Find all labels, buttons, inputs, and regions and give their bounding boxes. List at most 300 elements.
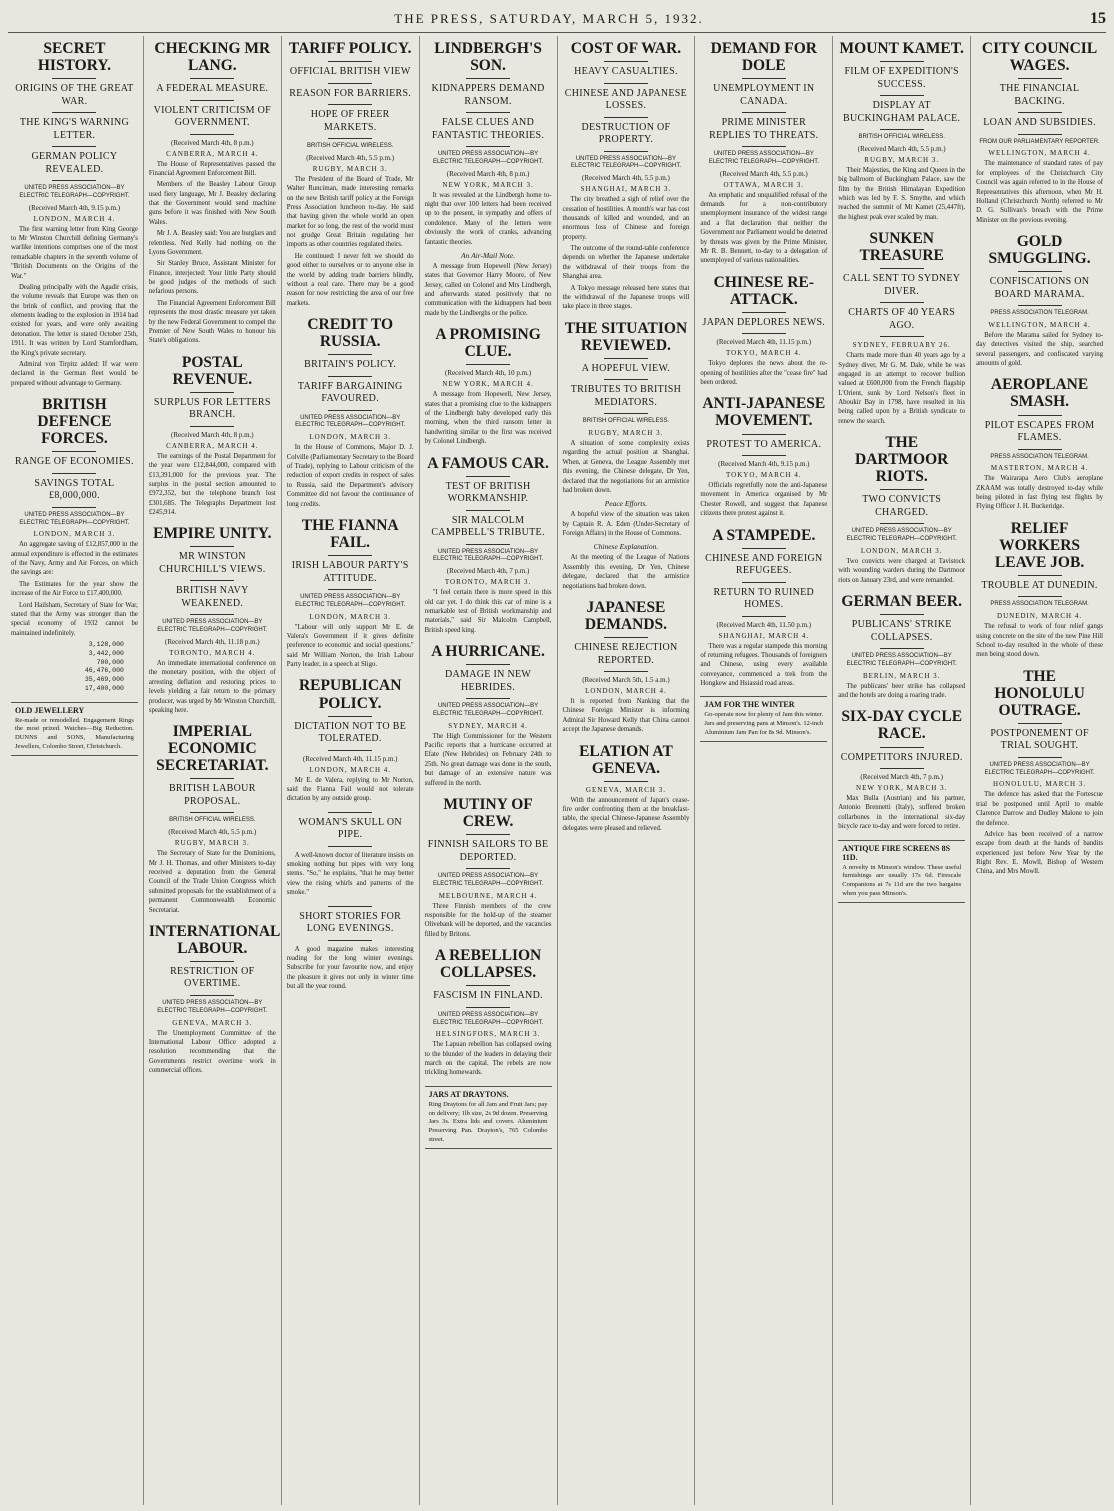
dateline: (Received March 4th, 5.5 p.m.)	[857, 144, 946, 153]
wire-credit: PRESS ASSOCIATION TELEGRAM.	[990, 601, 1089, 608]
wire-credit: UNITED PRESS ASSOCIATION—BY ELECTRIC TELEGRAPH—COPYRIGHT.	[708, 151, 819, 165]
deck: DESTRUCTION OF PROPERTY.	[581, 121, 671, 146]
headline: POSTAL REVENUE.	[172, 353, 253, 388]
rule	[604, 781, 648, 782]
rule	[880, 768, 924, 769]
rule	[190, 812, 234, 813]
headline: GOLD SMUGGLING.	[988, 233, 1091, 268]
headline: SECRET HISTORY.	[37, 40, 111, 75]
place-line: TOKYO, MARCH 4.	[726, 349, 802, 358]
headline: COST OF WAR.	[570, 40, 682, 57]
paragraph: Admiral von Tirpitz added: If war were declared in the German fleet would be prepared without advantage to Germany.	[11, 360, 138, 387]
subheading: Peace Efforts.	[604, 499, 648, 509]
dateline: (Received March 4th, 9.15 p.m.)	[28, 203, 121, 212]
paragraph: Tokyo deplores the news about the re-opening of hostilities after the "cease fire" had been ordered.	[700, 360, 828, 387]
deck: REASON FOR BARRIERS.	[289, 87, 412, 99]
dateline: (Received March 4th, 9.15 p.m.)	[718, 460, 810, 468]
rule	[52, 473, 96, 474]
deck: BRITISH NAVY WEAKENED.	[176, 585, 249, 609]
rule	[466, 112, 510, 113]
rule	[880, 336, 924, 337]
wire-credit: UNITED PRESS ASSOCIATION—BY ELECTRIC TELEGRAPH—COPYRIGHT.	[984, 761, 1095, 776]
deck: CONFISCATIONS ON BOARD MARAMA.	[989, 276, 1090, 300]
paragraph: The Financial Agreement Enforcement Bill represents the most drastic measure yet taken by the new Federal Government to compel the Premier of New South Wales to honour his State's obligations.	[148, 299, 276, 345]
article	[563, 599, 690, 735]
headline: A PROMISING CLUE.	[435, 326, 541, 361]
wire-credit: UNITED PRESS ASSOCIATION—BY ELECTRIC TELEGRAPH—COPYRIGHT.	[432, 1011, 544, 1026]
rule	[190, 995, 234, 996]
article	[700, 527, 827, 689]
paragraph: The earnings of the Postal Department for the year were £12,844,000, compared with £13,391,000 for the previous year. The surplus in the postal section amounted to £972,352, but the telephone branch lost £301,685. The Telegraphs Department lost £245,914.	[148, 452, 276, 517]
rule	[604, 83, 648, 84]
paragraph: Lord Hailsham, Secretary of State for War, stated that the Army was stronger than the special economy of 1932 cannot be maintained indefinitely.	[11, 601, 138, 637]
headline: CREDIT TO RUSSIA.	[307, 316, 394, 351]
dateline: (Received March 4th, 7 p.m.)	[860, 773, 943, 782]
deck: TEST OF BRITISH WORKMANSHIP.	[445, 480, 531, 505]
rule	[466, 476, 510, 477]
article	[700, 395, 827, 518]
deck: RANGE OF ECONOMIES.	[15, 456, 134, 468]
deck: PRIME MINISTER REPLIES TO THREATS.	[709, 117, 819, 141]
place-line: BERLIN, MARCH 3.	[862, 671, 941, 680]
dateline: (Received March 4th, 5.5 p.m.)	[582, 174, 670, 183]
rule	[52, 146, 96, 147]
place-line: GENEVA, MARCH 3.	[172, 1018, 253, 1027]
wire-credit: UNITED PRESS ASSOCIATION—BY ELECTRIC TELEGRAPH—COPYRIGHT.	[19, 511, 130, 526]
deck: DAMAGE IN NEW HEBRIDES.	[445, 669, 532, 693]
rule	[880, 614, 924, 615]
dateline: (Received March 4th, 5.5 p.m.)	[168, 828, 257, 837]
paragraph: Three Finnish members of the crew responsible for the hold-up of the steamer Olivebank will be deported, and the vacancies filled by Britons.	[424, 902, 552, 938]
wire-credit: UNITED PRESS ASSOCIATION—BY ELECTRIC TELEGRAPH—COPYRIGHT.	[846, 528, 957, 543]
paragraph: The first warning letter from King George to Mr Winston Churchill defining Germany's warlike intentions comprises one of the most remarkable chapters in the seventh volume of "British Documents on the Origins of the War."	[11, 225, 138, 280]
article	[287, 316, 414, 509]
article	[287, 906, 414, 992]
place-line: HELSINGFORS, MARCH 3.	[435, 1030, 541, 1039]
article	[287, 677, 414, 803]
article	[148, 922, 281, 1076]
rule	[1018, 575, 1062, 576]
rule	[466, 664, 510, 665]
advertisement	[11, 702, 138, 756]
deck: MR WINSTON CHURCHILL'S VIEWS.	[159, 551, 266, 575]
dateline: (Received March 4th, 10 p.m.)	[445, 369, 532, 378]
paragraph: "Labour will only support Mr E. de Valera's Government if it gives definite preference to economic and social questions," said Mr William Norton, the Irish Labour Party leader, in a speech at Sligo.	[286, 623, 414, 669]
paragraph: Mr E. de Valera, replying to Mr Norton, said the Fianna Fail would not tolerate dictation by any outside group.	[286, 776, 414, 803]
place-line: LONDON, MARCH 3.	[309, 612, 392, 621]
place-line: SHANGHAI, MARCH 4.	[718, 631, 810, 640]
deck: A HOPEFUL VIEW.	[581, 362, 671, 374]
rule	[742, 616, 786, 617]
article	[976, 668, 1103, 877]
deck: UNEMPLOYMENT IN CANADA.	[713, 83, 815, 107]
wire-credit: UNITED PRESS ASSOCIATION—BY ELECTRIC TELEGRAPH—COPYRIGHT.	[432, 548, 544, 563]
dateline: (Received March 4th, 5.5 p.m.)	[719, 169, 808, 178]
headline: DEMAND FOR DOLE	[710, 40, 817, 75]
place-line: MASTERTON, MARCH 4.	[990, 464, 1089, 473]
headline: CITY COUNCIL WAGES.	[981, 40, 1098, 75]
headline: THE HONOLULU OUTRAGE.	[994, 667, 1085, 719]
place-line: RUGBY, MARCH 3.	[864, 155, 940, 164]
dateline: (Received March 4th, 11.15 p.m.)	[302, 754, 398, 763]
place-line: LONDON, MARCH 4.	[33, 214, 116, 223]
place-line: NEW YORK, MARCH 3.	[856, 784, 948, 793]
rule	[328, 61, 372, 62]
deck: LOAN AND SUBSIDIES.	[983, 117, 1096, 129]
paragraph: "I feel certain there is more speed in this old car yet. I do think this car of mine is a remarkable test of British workmanship and materials," said Sir Malcolm Campbell, British speed king.	[424, 589, 552, 634]
rule	[466, 510, 510, 511]
article	[287, 517, 414, 670]
wire-credit: UNITED PRESS ASSOCIATION—BY ELECTRIC TELEGRAPH—COPYRIGHT.	[295, 414, 406, 429]
headline: TARIFF POLICY.	[288, 40, 412, 57]
paragraph: A situation of some complexity exists regarding the actual position at Shanghai. When, at Geneva, the League Assembly met this evening, the Chinese delegate, Dr Yen, declared that the negotiations for an armistice had broken down.	[562, 440, 690, 494]
ad-text: Re-made or remodelled. Engagement Rings the most prized. Watches—Big Reduction. DUNNS and SONS, Manufacturing Jewellers, Colombo Street, Christchurch.	[15, 716, 134, 750]
deck: ORIGINS OF THE GREAT WAR.	[15, 83, 134, 107]
paragraph: A well-known doctor of literature insists on smoking nothing but pipes with very long stems. "So," he explains, "that he may better view the rising whirls and patterns of the smoke."	[286, 851, 414, 897]
figure-value: 35,469,000	[84, 676, 124, 684]
rule	[880, 95, 924, 96]
article	[425, 947, 552, 1078]
headline: MOUNT KAMET.	[839, 40, 964, 57]
deck: CHINESE AND FOREIGN REFUGEES.	[705, 552, 823, 577]
rule	[328, 410, 372, 411]
headline: A HURRICANE.	[431, 643, 545, 661]
article	[425, 326, 552, 446]
place-line: HONOLULU, MARCH 3.	[993, 780, 1087, 789]
article	[149, 40, 276, 346]
rule	[742, 78, 786, 79]
headline: THE DARTMOOR RIOTS.	[855, 434, 949, 486]
wire-credit: UNITED PRESS ASSOCIATION—BY ELECTRIC TELEGRAPH—COPYRIGHT.	[570, 155, 682, 170]
rule	[742, 312, 786, 313]
deck: KIDNAPPERS DEMAND RANSOM.	[431, 83, 545, 107]
deck: A FEDERAL MEASURE.	[156, 83, 269, 95]
headline: MUTINY OF CREW.	[443, 795, 533, 830]
rule	[604, 151, 648, 152]
dateline: (Received March 5th, 1.5 a.m.)	[582, 676, 670, 684]
article	[287, 812, 414, 898]
paragraph: The refusal to work of four relief gangs using concrete on the site of the new Pine Hill School to-day resulted in the whole of these men being stood down.	[976, 623, 1103, 659]
deck: VIOLENT CRITICISM OF GOVERNMENT.	[153, 104, 272, 129]
rule	[190, 392, 234, 393]
paragraph: A Tokyo message released here states that the withdrawal of the Japanese troops will take place in three stages.	[562, 284, 690, 311]
place-line: DUNEDIN, MARCH 4.	[997, 612, 1083, 621]
figure-value: 17,400,000	[84, 684, 124, 692]
article	[838, 230, 965, 426]
wire-credit: UNITED PRESS ASSOCIATION—BY ELECTRIC TELEGRAPH—COPYRIGHT.	[157, 619, 268, 634]
rule	[328, 104, 372, 105]
deck: CALL SENT TO SYDNEY DIVER.	[843, 273, 961, 297]
rule	[1018, 596, 1062, 597]
wire-credit: UNITED PRESS ASSOCIATION—BY ELECTRIC TELEGRAPH—COPYRIGHT.	[432, 873, 544, 887]
deck: DICTATION NOT TO BE TOLERATED.	[294, 720, 407, 745]
deck: SURPLUS FOR LETTERS BRANCH.	[153, 396, 271, 421]
headline: IMPERIAL ECONOMIC SECRETARIAT.	[156, 723, 269, 775]
paragraph: An aggregate saving of £12,857,000 in the annual expenditure is effected in the estimates of the Navy, Army and Air Forces, on which the savings are:	[11, 541, 138, 577]
rule	[328, 376, 372, 377]
rule	[328, 138, 372, 139]
article	[149, 354, 276, 518]
paragraph: Sir Stanley Bruce, Assistant Minister for Finance, interjected: Your little Party should be good judges of the methods of such nefarious persons.	[148, 260, 276, 296]
place-line: LONDON, MARCH 3.	[860, 546, 943, 555]
rule	[328, 846, 372, 847]
wire-credit: BRITISH OFFICIAL WIRELESS.	[169, 817, 256, 824]
deck: HOPE OF FREER MARKETS.	[310, 109, 390, 133]
rule	[190, 614, 234, 615]
place-line: OTTAWA, MARCH 3.	[723, 180, 805, 189]
dateline: (Received March 4th, 8 p.m.)	[171, 138, 254, 147]
wire-credit: BRITISH OFFICIAL WIRELESS.	[858, 134, 945, 141]
headline: JAPANESE DEMANDS.	[584, 598, 668, 633]
deck: PROTEST TO AMERICA.	[706, 438, 822, 450]
place-line: LONDON, MARCH 3.	[309, 433, 392, 442]
paragraph: The Estimates for the year show the increase of the Air Force to £17,400,000.	[11, 580, 138, 598]
paragraph: The Unemployment Committee of the International Labour Office adopted a resolution recommending that the Governments restrict overtime work in commercial offices.	[148, 1029, 276, 1075]
figure-value: 700,000	[96, 658, 124, 666]
deck: CHARTS OF 40 YEARS AGO.	[848, 307, 956, 331]
rule	[328, 716, 372, 717]
rule	[880, 268, 924, 269]
rule	[604, 637, 648, 638]
headline: THE FIANNA FAIL.	[301, 516, 399, 551]
article	[149, 723, 276, 915]
rule	[466, 146, 510, 147]
wire-credit: PRESS ASSOCIATION TELEGRAM.	[990, 310, 1089, 317]
rule	[190, 961, 234, 962]
paragraph: The Secretary of State for the Dominions, Mr J. H. Thomas, and other Ministers to-day received a deputation from the General Council of the Trade Union Congress which submitted proposals for the establishment of a permanent Commonwealth Economic Secretariat.	[148, 850, 276, 914]
headline: A FAMOUS CAR.	[427, 454, 549, 472]
article	[838, 40, 965, 222]
article	[700, 40, 827, 266]
deck: WOMAN'S SKULL ON PIPE.	[298, 816, 402, 841]
ad-title: ANTIQUE FIRE SCREENS 8S 11D.	[842, 843, 951, 862]
paragraph: Advice has been received of a narrow escape from death at the hands of bandits experienced just before New Year by the Right Rev. E. Mowll, Bishop of Western China, and Mrs Mowll.	[976, 830, 1103, 876]
headline: SIX-DAY CYCLE RACE.	[841, 708, 963, 743]
article	[976, 233, 1103, 368]
rule	[190, 78, 234, 79]
rule	[742, 548, 786, 549]
place-line: GENEVA, MARCH 3.	[585, 785, 666, 794]
rule	[328, 906, 372, 907]
deck: SIR MALCOLM CAMPBELL'S TRIBUTE.	[431, 514, 545, 539]
wire-credit: UNITED PRESS ASSOCIATION—BY ELECTRIC TELEGRAPH—COPYRIGHT.	[846, 653, 957, 667]
rule	[52, 507, 96, 508]
rule	[880, 648, 924, 649]
headline: EMPIRE UNITY.	[153, 525, 272, 543]
masthead	[8, 6, 1106, 33]
headline: SUNKEN TREASURE	[859, 230, 944, 265]
place-line: WELLINGTON, MARCH 4.	[988, 320, 1091, 329]
headline: REPUBLICAN POLICY.	[298, 677, 402, 712]
paragraph: An immediate international conference on the monetary position, with the object of arresting deflation and restoring prices to levels yielding a fair return to the primary producer, was urged by Mr Winston Churchill, speaking here.	[148, 660, 276, 714]
paragraph: A message from Hopewell, New Jersey, states that a promising clue to the kidnappers of the Lindbergh baby developed early this morning, when the third ransom letter in handwriting similar to the first was received by Colonel Lindbergh.	[424, 391, 552, 446]
deck: SHORT STORIES FOR LONG EVENINGS.	[299, 910, 402, 935]
rule	[1018, 757, 1062, 758]
wire-credit: BRITISH OFFICIAL WIRELESS.	[582, 418, 670, 425]
rule	[742, 146, 786, 147]
rule	[466, 698, 510, 699]
article	[287, 40, 414, 308]
ad-title: OLD JEWELLERY	[15, 705, 85, 715]
subheading: Chinese Explanation.	[593, 542, 659, 552]
paragraph: It is reported from Nanking that the Chinese Foreign Minister is informing Admiral Sir Howard Kelly that China cannot accept the Japanese demands.	[562, 698, 690, 734]
article	[563, 320, 690, 591]
place-line: CANBERRA, MARCH 4.	[166, 441, 259, 450]
rule	[190, 778, 234, 779]
rule	[328, 940, 372, 941]
deck: COMPETITORS INJURED.	[840, 751, 963, 763]
rule	[880, 747, 924, 748]
place-line: NEW YORK, MARCH 3.	[442, 180, 534, 189]
headline: ANTI-JAPANESE MOVEMENT.	[702, 395, 826, 430]
article	[425, 643, 552, 788]
place-line: NEW YORK, MARCH 4.	[442, 380, 534, 389]
paragraph: A good magazine makes interesting reading for the long winter evenings. Subscribe for your favourite now, and enjoy the pleasure it gives not only in winter time but all the year round.	[286, 945, 414, 991]
article	[838, 593, 965, 700]
paragraph: An emphatic and unqualified refusal of the demands for a non-contributory unemployment insurance of the widest range and a flat declaration that neither the Government nor Parliament would be deterred by threats was given by the Prime Minister, Mr R. B. Bennett, to-day to a delegation of unemployed of various nationalities.	[700, 191, 828, 265]
place-line: LONDON, MARCH 3.	[33, 530, 116, 539]
deck: FILM OF EXPEDITION'S SUCCESS.	[844, 66, 959, 90]
advertisement	[838, 840, 965, 903]
deck: POSTPONEMENT OF TRIAL SOUGHT.	[990, 727, 1089, 752]
rule	[1018, 449, 1062, 450]
paragraph: The outcome of the round-table conference depends on whether the Japanese undertake the withdrawal of their troops from the Shanghai area.	[562, 245, 690, 281]
ad-text: Ring Draytons for all Jam and Fruit Jars; pay on delivery; 1lb size, 2s 9d dozen. Preserving Jars 3s. Extra lids and covers. Aluminium Preserving Pan. Drayton's, 765 Colombo street.	[428, 1100, 548, 1143]
rule	[1018, 415, 1062, 416]
column	[144, 36, 282, 1505]
headline: CHINESE RE-ATTACK.	[713, 273, 814, 308]
deck: OFFICIAL BRITISH VIEW	[289, 66, 411, 78]
paragraph: The Wairarapa Aero Club's aeroplane ZKAAM was totally destroyed to-day while being piloted in fast flying test flights by Flying Officer J. H. Buckeridge.	[976, 475, 1103, 511]
headline: GERMAN BEER.	[841, 593, 962, 611]
wire-credit: FROM OUR PARLIAMENTARY REPORTER.	[979, 138, 1100, 145]
paragraph: It was revealed at the Lindbergh home to-night that over 100 letters had been received up to the present, in sympathy and offers of condolence. Many of the letters were obviously the work of cranks, advancing fantastic theories.	[424, 191, 552, 246]
column	[282, 36, 420, 1505]
deck: PILOT ESCAPES FROM FLAMES.	[984, 419, 1095, 443]
article	[976, 376, 1103, 511]
wire-credit: UNITED PRESS ASSOCIATION—BY ELECTRIC TELEGRAPH—COPYRIGHT.	[157, 999, 268, 1014]
rule	[1018, 78, 1062, 79]
rule	[52, 78, 96, 79]
paragraph: The President of the Board of Trade, Mr Walter Runciman, made interesting remarks on the new British tariff policy at the Foreign Press Association luncheon to-day. He said that having given the whole world an open market for so long, the rest of the world must not grudge Great Britain regulating her imports as other countries regulated theirs.	[286, 175, 414, 249]
headline: CHECKING MR LANG.	[154, 40, 271, 75]
column	[420, 36, 558, 1505]
wire-credit: BRITISH OFFICIAL WIRELESS.	[306, 143, 394, 150]
column	[695, 36, 833, 1505]
rule	[1018, 134, 1062, 135]
deck: THE KING'S WARNING LETTER.	[19, 117, 130, 141]
deck: CHINESE AND JAPANESE LOSSES.	[564, 87, 688, 112]
deck: TROUBLE AT DUNEDIN.	[981, 579, 1098, 591]
rule	[52, 180, 96, 181]
figure-value: 46,476,000	[84, 667, 124, 675]
rule	[604, 671, 648, 672]
deck: RESTRICTION OF OVERTIME.	[170, 965, 255, 990]
deck: CHINESE REJECTION REPORTED.	[574, 642, 678, 666]
paragraph: A message from Hopewell (New Jersey) states that Governor Harry Moore, of New Jersey, called on Colonel and Mrs Lindbergh, and afterwards stated positively that no communication with the kidnappers had been made by the Lindberghs or the police.	[424, 262, 552, 317]
dateline: (Received March 4th, 11.15 p.m.)	[716, 338, 812, 347]
headline: RELIEF WORKERS LEAVE JOB.	[994, 519, 1085, 571]
rule	[742, 455, 786, 456]
article	[838, 708, 965, 831]
deck: DISPLAY AT BUCKINGHAM PALACE.	[843, 100, 961, 124]
place-line: MELBOURNE, MARCH 4.	[438, 891, 538, 900]
headline: BRITISH DEFENCE FORCES.	[37, 396, 112, 448]
article	[563, 40, 690, 312]
rule	[1018, 112, 1062, 113]
headline: INTERNATIONAL LABOUR.	[148, 922, 281, 957]
rule	[604, 117, 648, 118]
rule	[328, 589, 372, 590]
column	[971, 36, 1108, 1505]
dateline: (Received March 4th, 8 p.m.)	[446, 169, 530, 178]
paragraph: A hopeful view of the situation was taken by Captain R. A. Eden (Under-Secretary of Foreign Affairs) in the House of Commons.	[562, 511, 690, 538]
paragraph: The High Commissioner for the Western Pacific reports that a hurricane occurred at Efate (New Hebrides) on February 24th to 25th. No great damage was done in the south, but damage of an extensive nature was suffered in the north.	[424, 732, 552, 787]
rule	[1018, 305, 1062, 306]
rule	[52, 112, 96, 113]
headline: LINDBERGH'S SON.	[434, 40, 542, 75]
deck: FINNISH SAILORS TO BE DEPORTED.	[427, 839, 549, 863]
rule	[742, 582, 786, 583]
dateline: (Received March 4th, 11.18 p.m.)	[165, 638, 260, 647]
paragraph: The Lapuan rebellion has collapsed owing to the blunder of the leaders in delaying their march on the capital. The rebels are now trickling homewards.	[424, 1041, 552, 1077]
figures-list	[11, 641, 138, 694]
deck: FASCISM IN FINLAND.	[433, 990, 543, 1002]
rule	[466, 78, 510, 79]
headline: A STAMPEDE.	[712, 526, 816, 544]
paragraph: Charts made more than 40 years ago by a Sydney diver, Mr G. M. Dale, while he was engaged in an attempt to recover bullion valued at £600,000 from the French flagship L'Orient, sunk by Lord Nelson's fleet in Aboukir Bay in 1798, have resulted in his being called upon by a British syndicate to renew the search.	[838, 352, 966, 425]
rule	[604, 379, 648, 380]
rule	[328, 750, 372, 751]
rule	[190, 100, 234, 101]
paragraph: Two convicts were charged at Tavistock with wounding warders during the Dartmoor riots on January 23rd, and were remanded.	[838, 557, 966, 584]
headline: THE SITUATION REVIEWED.	[564, 319, 688, 354]
rule	[880, 489, 924, 490]
ad-title: JARS AT DRAYTONS.	[428, 1089, 509, 1099]
deck: HEAVY CASUALTIES.	[574, 66, 678, 78]
place-line: SYDNEY, FEBRUARY 26.	[852, 341, 951, 350]
paragraph: There was a regular stampede this morning of returning refugees. Thousands of foreigners and Chinese, using every available conveyance, commenced a trek from the Hongkew and Hsiassid road areas.	[700, 642, 828, 688]
dateline: (Received March 4th, 8 p.m.)	[171, 430, 254, 439]
deck: SAVINGS TOTAL £8,000,000.	[34, 477, 115, 502]
ad-text: Go-operate now for plenty of Jam this winter. Jars and preserving pans at Minson's. 12-inch Aluminium Jam Pan for 8s 9d. Minson's.	[704, 711, 824, 736]
rule	[604, 61, 648, 62]
deck: RETURN TO RUINED HOMES.	[713, 586, 815, 611]
article	[425, 40, 552, 318]
paragraph: Members of the Beasley Labour Group used fiery language, Mr J. Beasley declaring that the Government would send machine guns before it was finished with New South Wales.	[148, 181, 276, 226]
deck: BRITAIN'S POLICY.	[304, 359, 397, 371]
advertisement	[700, 696, 827, 741]
deck: TWO CONVICTS CHARGED.	[862, 494, 942, 518]
article	[149, 525, 276, 715]
rule	[190, 134, 234, 135]
paragraph: With the announcement of Japan's cease-fire order confronting them at the breakfast-table, the special Chinese-Japanese Assembly delegates were pleased and relieved.	[562, 796, 690, 832]
dateline: (Received March 4th, 11.50 p.m.)	[716, 620, 812, 629]
place-line: SHANGHAI, MARCH 3.	[580, 185, 672, 194]
rule	[742, 112, 786, 113]
deck: THE FINANCIAL BACKING.	[999, 83, 1080, 107]
place-line: RUGBY, MARCH 3.	[312, 164, 388, 173]
wire-credit: UNITED PRESS ASSOCIATION—BY ELECTRIC TELEGRAPH—COPYRIGHT.	[432, 703, 544, 717]
headline: A REBELLION COLLAPSES.	[434, 947, 542, 982]
wire-credit: PRESS ASSOCIATION TELEGRAM.	[990, 453, 1089, 460]
article	[838, 434, 965, 585]
article	[563, 743, 690, 834]
rule	[466, 985, 510, 986]
deck: TARIFF BARGAINING FAVOURED.	[297, 380, 403, 405]
column	[833, 36, 971, 1505]
subheading: An Air-Mail Note.	[461, 250, 516, 260]
